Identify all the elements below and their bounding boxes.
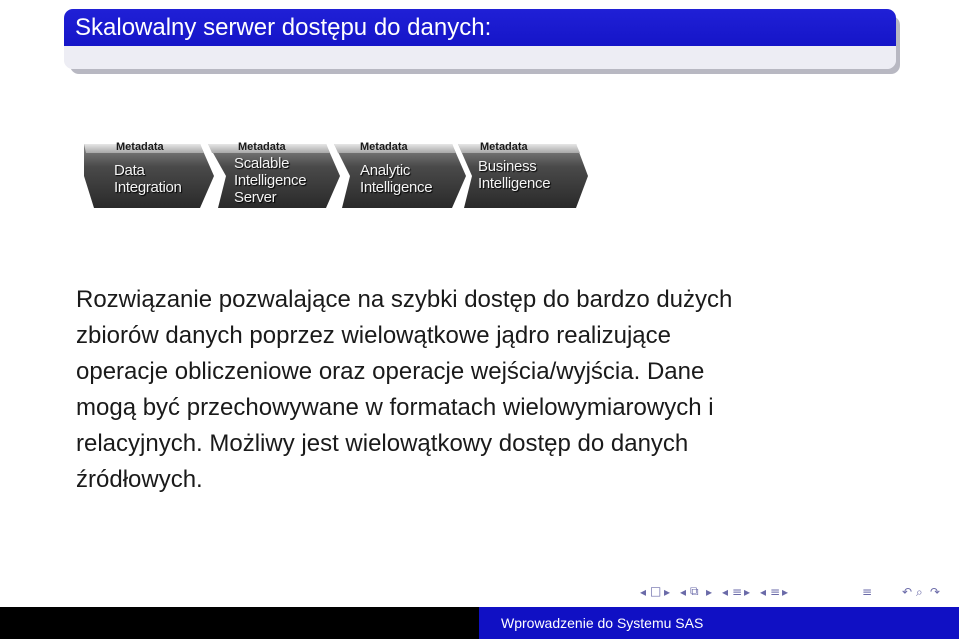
nav-section-icon[interactable]: ≡ [732, 585, 743, 599]
stage-1-metadata-label: Metadata [116, 141, 164, 153]
nav-frame-icon[interactable]: □ [650, 584, 662, 598]
stage-1-label: Data Integration [114, 162, 182, 196]
body-line: źródłowych. [76, 466, 203, 493]
stage-2-label: Scalable Intelligence Server [234, 155, 307, 206]
stage-2-metadata-label: Metadata [238, 141, 286, 153]
footer-title: Wprowadzenie do Systemu SAS [479, 607, 959, 639]
stage-3-metadata-label: Metadata [360, 141, 408, 153]
body-paragraph [76, 282, 876, 498]
beamer-navigation [640, 585, 945, 605]
nav-prev-slide-icon[interactable]: ◂ [760, 585, 767, 599]
body-line: mogą być przechowywane w formatach wielowymiarowych i [76, 394, 714, 421]
nav-search-icon[interactable]: ⌕ [916, 585, 923, 599]
body-line: Rozwiązanie pozwalające na szybki dostęp do bardzo dużych [76, 286, 733, 313]
pipeline-diagram [80, 140, 590, 220]
footer-left [0, 607, 479, 639]
stage-3-label: Analytic Intelligence [360, 162, 433, 196]
stage-4-label: Business Intelligence [478, 158, 551, 192]
nav-next-slide-icon[interactable]: ▸ [782, 585, 789, 599]
body-line: relacyjnych. Możliwy jest wielowątkowy dostęp do danych [76, 430, 689, 457]
nav-back-icon[interactable]: ↶ [902, 585, 913, 599]
nav-next-subsection-icon[interactable]: ▸ [706, 585, 713, 599]
body-line: zbiorów danych poprzez wielowątkowe jądro realizujące [76, 322, 671, 349]
nav-prev-section-icon[interactable]: ◂ [722, 585, 729, 599]
nav-next-section-icon[interactable]: ▸ [744, 585, 751, 599]
nav-slide-icon[interactable]: ≡ [770, 585, 781, 599]
nav-prev-subsection-icon[interactable]: ◂ [680, 585, 687, 599]
nav-prev-frame-icon[interactable]: ◂ [640, 585, 647, 599]
stage-4-metadata-label: Metadata [480, 141, 528, 153]
body-line: operacje obliczeniowe oraz operacje wejścia/wyjścia. Dane [76, 358, 705, 385]
slide-title: Skalowalny serwer dostępu do danych: [64, 9, 896, 46]
nav-forward-icon[interactable]: ↷ [930, 585, 941, 599]
nav-align-icon[interactable]: ≡ [862, 585, 873, 599]
nav-next-frame-icon[interactable]: ▸ [664, 585, 671, 599]
title-block-body [64, 46, 896, 69]
title-block [64, 9, 896, 69]
nav-subsection-icon[interactable]: ⧉ [690, 584, 699, 598]
